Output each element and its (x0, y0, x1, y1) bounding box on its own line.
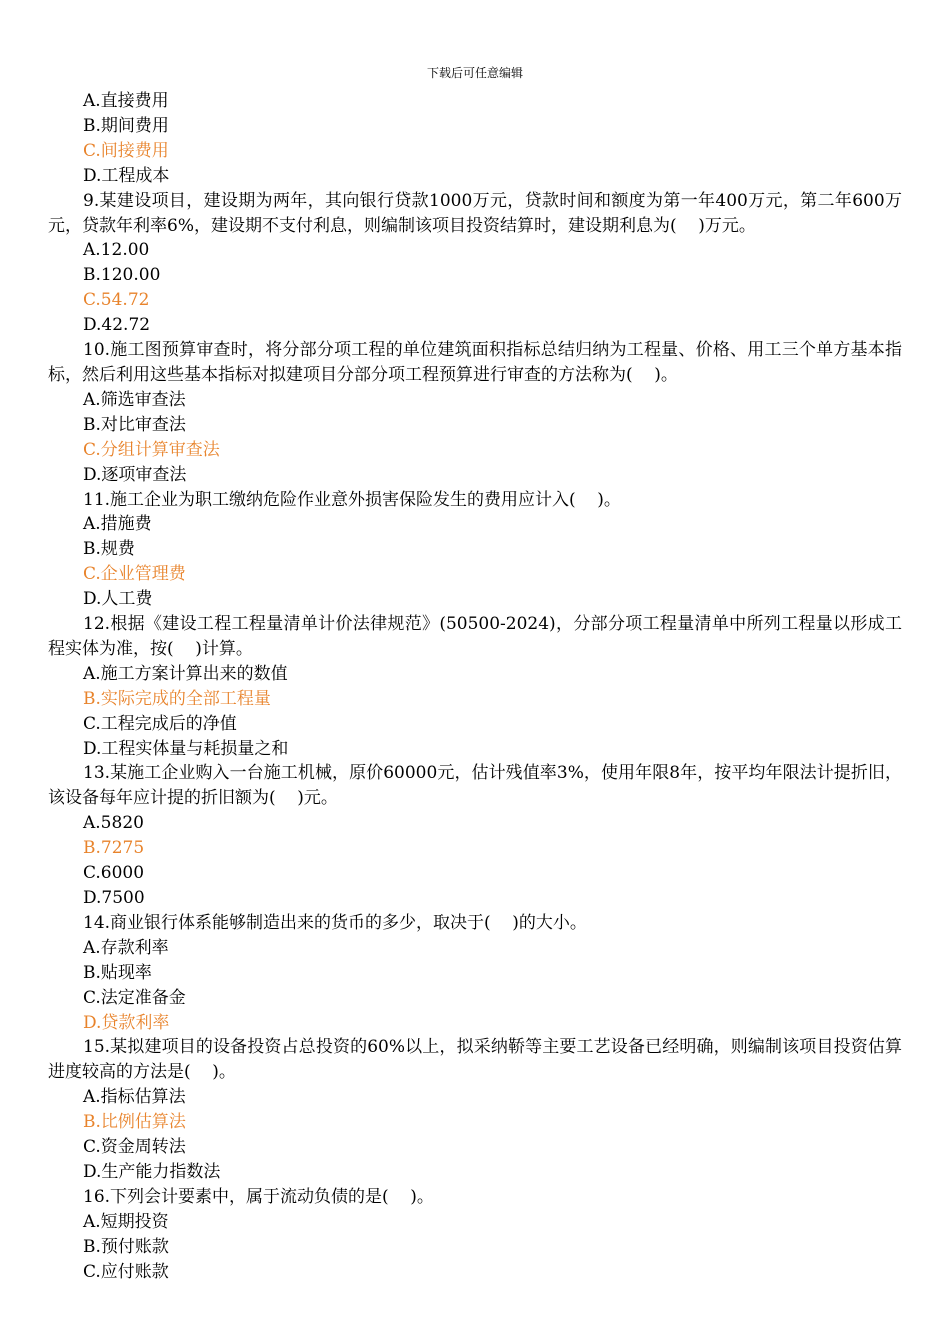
option-line: B.预付账款 (83, 1236, 169, 1257)
option-line: D.生产能力指数法 (83, 1161, 221, 1182)
option-line: A.筛选审查法 (83, 389, 186, 410)
option-line: D.逐项审查法 (83, 464, 187, 485)
page-header: 下载后可任意编辑 (426, 66, 523, 80)
option-line: D.工程成本 (83, 165, 170, 186)
option-line: C.6000 (83, 863, 145, 884)
answer-option-line: B.比例估算法 (83, 1112, 186, 1133)
option-line: A.5820 (83, 813, 144, 834)
option-line: A.措施费 (83, 514, 152, 535)
option-line: A.直接费用 (83, 91, 169, 111)
question-11: 11.施工企业为职工缴纳危险作业意外损害保险发生的费用应计入( )。 (83, 489, 621, 510)
option-line: A.施工方案计算出来的数值 (83, 663, 288, 684)
question-16: 16.下列会计要素中，属于流动负债的是( )。 (83, 1186, 434, 1207)
option-line: A.指标估算法 (83, 1087, 186, 1108)
question-15: 15.某拟建项目的设备投资占总投资的60%以上，拟采纳鞒等主要工艺设备已经明确，则编制该项目投资估算进度较高的方法是( )。 (48, 1037, 902, 1083)
option-line: B.期间费用 (83, 115, 169, 136)
question-9: 9.某建设项目，建设期为两年，其向银行贷款1000万元，贷款时间和额度为第一年400万元，第二年600万元，贷款年利率6%，建设期不支付利息，则编制该项目投资结算时，建设期利息为( )万元。 (48, 190, 902, 236)
option-line: C.资金周转法 (83, 1137, 186, 1158)
option-line: A.存款利率 (83, 937, 169, 958)
answer-option-line: C.分组计算审查法 (83, 439, 220, 460)
option-line: C.工程完成后的净值 (83, 713, 237, 734)
answer-option-line: D.贷款利率 (83, 1012, 170, 1033)
option-line: C.应付账款 (83, 1261, 169, 1282)
option-line: B.贴现率 (83, 962, 152, 983)
answer-option-line: B.实际完成的全部工程量 (83, 688, 271, 709)
option-line: B.对比审查法 (83, 414, 186, 435)
answer-option-line: C.企业管理费 (83, 564, 186, 585)
answer-option-line: C.54.72 (83, 290, 150, 311)
option-line: A.12.00 (83, 240, 150, 261)
question-14: 14.商业银行体系能够制造出来的货币的多少，取决于( )的大小。 (83, 912, 587, 933)
option-line: D.人工费 (83, 589, 153, 610)
question-10: 10.施工图预算审查时，将分部分项工程的单位建筑面积指标总结归纳为工程量、价格、用工三个单方基本指标，然后利用这些基本指标对拟建项目分部分项工程预算进行审查的方法称为( )。 (48, 340, 902, 385)
question-12: 12.根据《建设工程工程量清单计价法律规范》(50500-2024)，分部分项工程量清单中所列工程量以形成工程实体为准，按( )计算。 (48, 614, 902, 659)
option-line: D.工程实体量与耗损量之和 (83, 738, 289, 759)
answer-option-line: C.间接费用 (83, 140, 169, 161)
question-13: 13.某施工企业购入一台施工机械，原价60000元，估计残值率3%，使用年限8年，按平均年限法计提折旧，该设备每年应计提的折旧额为( )元。 (48, 763, 902, 809)
document-body (48, 89, 902, 1285)
option-line: B.120.00 (83, 265, 161, 286)
option-line: B.规费 (83, 539, 135, 560)
answer-option-line: B.7275 (83, 838, 145, 859)
option-line: D.42.72 (83, 315, 151, 336)
option-line: A.短期投资 (83, 1211, 169, 1232)
option-line: D.7500 (83, 888, 145, 908)
option-line: C.法定准备金 (83, 987, 186, 1008)
